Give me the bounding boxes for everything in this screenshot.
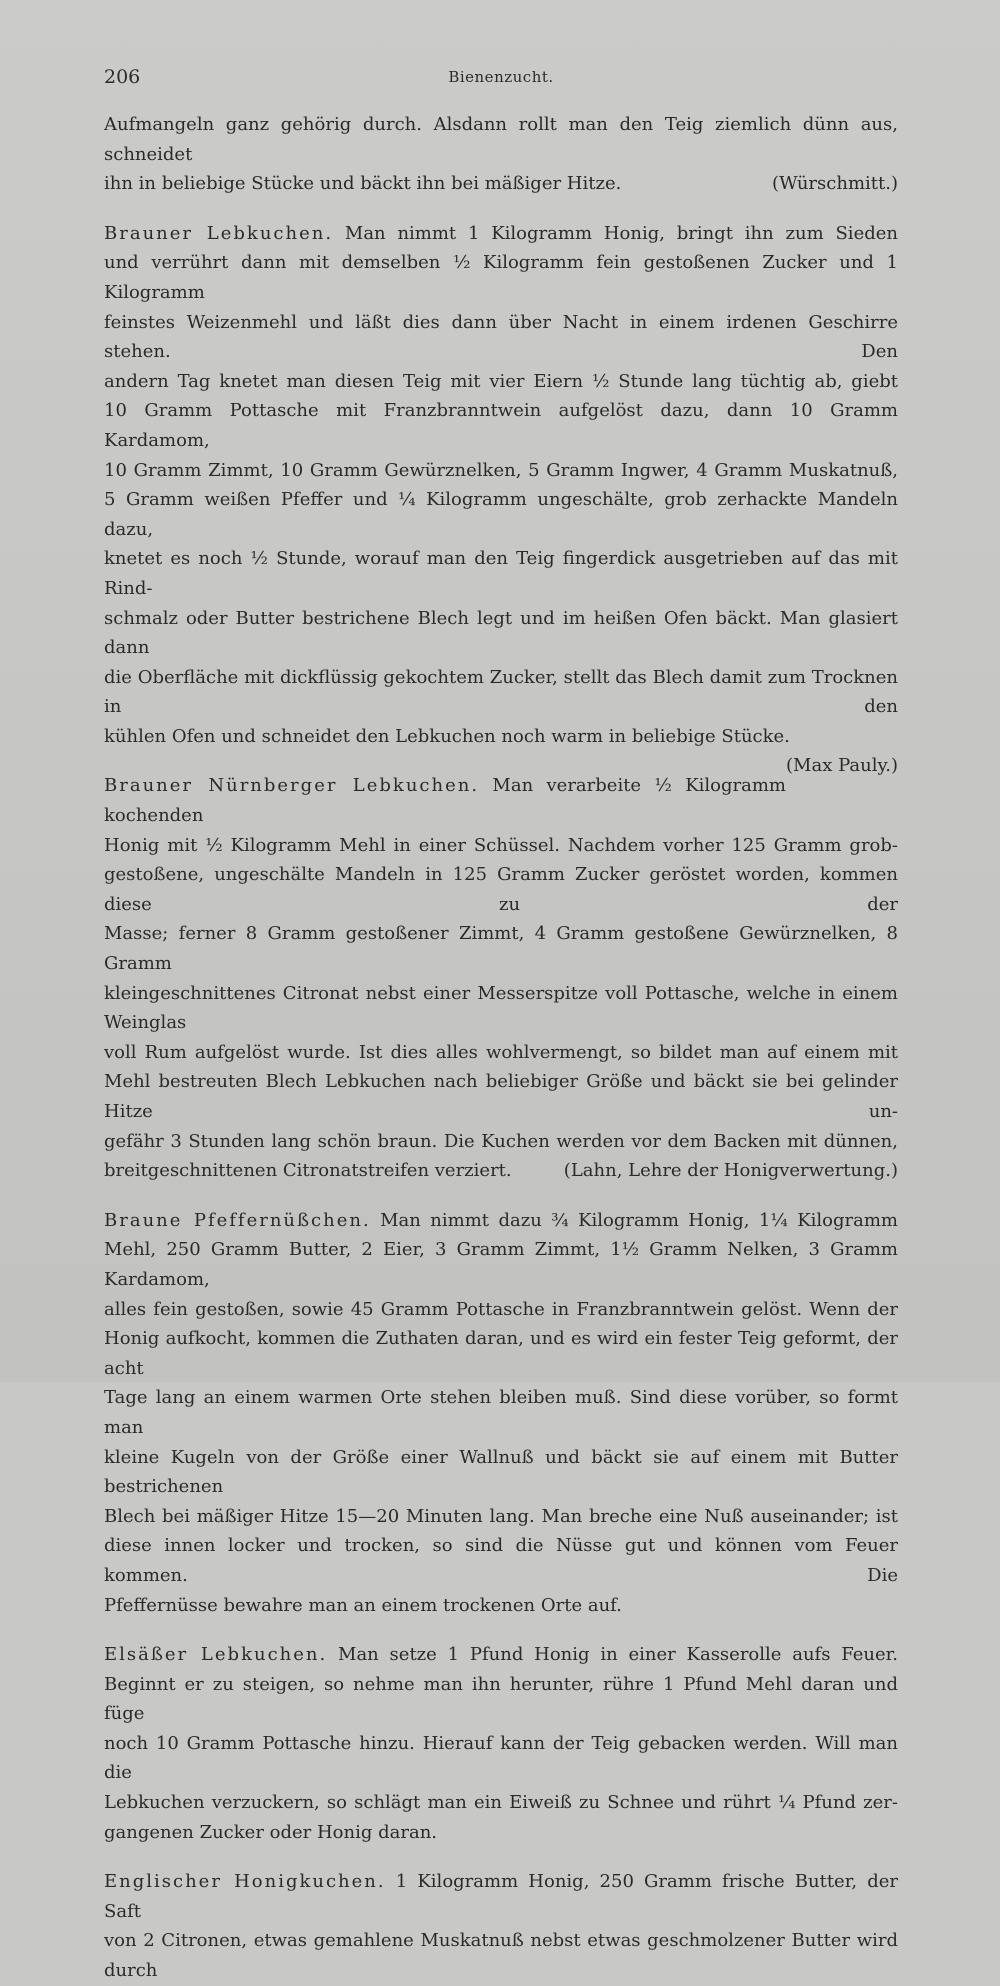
body-text <box>104 110 898 1986</box>
text-line: gestoßene, ungeschälte Mandeln in 125 Gramm Zucker geröstet worden, kommen diese zu der <box>104 864 898 915</box>
text-line: andern Tag knetet man diesen Teig mit vier Eiern ½ Stunde lang tüchtig ab, giebt <box>104 370 898 392</box>
text-line: Blech bei mäßiger Hitze 15—20 Minuten lang. Man breche eine Nuß auseinander; ist <box>104 1505 898 1527</box>
recipe-title: Braune Pfeffernüßchen. <box>104 1209 371 1231</box>
paragraph-continuation-end <box>104 169 898 199</box>
text-line: Beginnt er zu steigen, so nehme man ihn herunter, rühre 1 Pfund Mehl daran und füge <box>104 1673 898 1725</box>
text-line: schmalz oder Butter bestrichene Blech legt und im heißen Ofen bäckt. Man glasiert dann <box>104 607 898 659</box>
paragraph-continuation: Aufmangeln ganz gehörig durch. Alsdann rollt man den Teig ziemlich dünn aus, schneidet <box>104 114 898 165</box>
text-line: 1 Kilogramm Honig, 250 Gramm frische Butter, der Saft <box>104 1871 898 1922</box>
recipe-title: Englischer Honigkuchen. <box>104 1871 386 1893</box>
recipe-first-line <box>104 1206 898 1236</box>
text-line: Lebkuchen verzuckern, so schlägt man ein Eiweiß zu Schnee und rührt ¼ Pfund zer- <box>104 1792 898 1814</box>
recipe-first-line <box>104 771 898 830</box>
text-line: Man nimmt dazu ¾ Kilogramm Honig, 1¼ Kilogramm <box>380 1209 898 1231</box>
text-line: 10 Gramm Pottasche mit Franzbranntwein aufgelöst dazu, dann 10 Gramm Kardamom, <box>104 400 898 451</box>
text-line: von 2 Citronen, etwas gemahlene Muskatnuß nebst etwas geschmolzener Butter wird durch <box>104 1930 898 1982</box>
text-line: Man verarbeite ½ Kilogramm kochenden <box>104 775 787 827</box>
text-line: voll Rum aufgelöst wurde. Ist dies alles wohlvermengt, so bildet man auf einem mit <box>104 1041 898 1063</box>
running-title: Bienenzucht. <box>448 68 554 86</box>
text-line: kühlen Ofen und schneidet den Lebkuchen noch warm in beliebige Stücke. <box>104 725 790 747</box>
page-header <box>104 66 898 92</box>
recipe-title: Brauner Nürnberger Lebkuchen. <box>104 775 480 797</box>
recipe-title: Elsäßer Lebkuchen. <box>104 1644 328 1666</box>
text-line: gefähr 3 Stunden lang schön braun. Die Kuchen werden vor dem Backen mit dünnen, <box>104 1130 898 1152</box>
text-line: Honig aufkocht, kommen die Zuthaten daran, und es wird ein fester Teig geformt, der acht <box>104 1328 898 1379</box>
text-line: breitgeschnittenen Citronatstreifen verziert. <box>104 1160 512 1182</box>
text-line: Mehl bestreuten Blech Lebkuchen nach beliebiger Größe und bäckt sie bei gelinder Hitze un- <box>104 1071 898 1122</box>
text-line: Masse; ferner 8 Gramm gestoßener Zimmt, 4 Gramm gestoßene Gewürznelken, 8 Gramm <box>104 923 898 975</box>
text-line: knetet es noch ½ Stunde, worauf man den Teig fingerdick ausgetrieben auf das mit Rind- <box>104 548 898 599</box>
text-line: Honig mit ½ Kilogramm Mehl in einer Schüssel. Nachdem vorher 125 Gramm grob- <box>104 834 898 856</box>
paragraph-end-line <box>104 1156 898 1186</box>
text-line: gangenen Zucker oder Honig daran. <box>104 1821 438 1843</box>
page-number: 206 <box>104 66 141 88</box>
text-line: ihn in beliebige Stücke und bäckt ihn bei mäßiger Hitze. <box>104 173 622 195</box>
paragraph-end-line <box>104 722 898 777</box>
text-line: die Oberfläche mit dickflüssig gekochtem Zucker, stellt das Blech damit zum Trocknen in den <box>104 666 898 718</box>
text-line: 10 Gramm Zimmt, 10 Gramm Gewürznelken, 5 Gramm Ingwer, 4 Gramm Muskatnuß, <box>104 459 898 481</box>
text-line: alles fein gestoßen, sowie 45 Gramm Pottasche in Franzbranntwein gelöst. Wenn der <box>104 1298 898 1320</box>
source-attribution: (Würschmitt.) <box>772 173 898 195</box>
text-line: 5 Gramm weißen Pfeffer und ¼ Kilogramm ungeschälte, grob zerhackte Mandeln dazu, <box>104 489 898 540</box>
text-line: noch 10 Gramm Pottasche hinzu. Hierauf kann der Teig gebacken werden. Will man die <box>104 1732 898 1784</box>
text-line: Mehl, 250 Gramm Butter, 2 Eier, 3 Gramm Zimmt, 1½ Gramm Nelken, 3 Gramm Kardamom, <box>104 1239 898 1290</box>
recipe-first-line <box>104 219 898 249</box>
source-attribution: (Lahn, Lehre der Honigverwertung.) <box>563 1160 898 1182</box>
text-line: kleine Kugeln von der Größe einer Wallnuß und bäckt sie auf einem mit Butter bestrichenen <box>104 1446 898 1498</box>
source-attribution: (Max Pauly.) <box>786 755 898 777</box>
text-line: diese innen locker und trocken, so sind die Nüsse gut und können vom Feuer kommen. Die <box>104 1535 898 1586</box>
text-line: Tage lang an einem warmen Orte stehen bleiben muß. Sind diese vorüber, so formt man <box>104 1387 898 1438</box>
text-line: und verrührt dann mit demselben ½ Kilogramm fein gestoßenen Zucker und 1 Kilogramm <box>104 252 898 303</box>
text-line: feinstes Weizenmehl und läßt dies dann über Nacht in einem irdenen Geschirre stehen. Den <box>104 311 898 363</box>
text-line: Man setze 1 Pfund Honig in einer Kasserolle aufs Feuer. <box>338 1644 898 1666</box>
text-line: Man nimmt 1 Kilogramm Honig, bringt ihn zum Sieden <box>344 222 898 244</box>
recipe-title: Brauner Lebkuchen. <box>104 222 334 244</box>
text-line: kleingeschnittenes Citronat nebst einer Messerspitze voll Pottasche, welche in einem Weinglas <box>104 982 898 1034</box>
recipe-first-line <box>104 1867 898 1926</box>
text-line: Pfeffernüsse bewahre man an einem trockenen Orte auf. <box>104 1594 622 1616</box>
recipe-first-line <box>104 1640 898 1670</box>
